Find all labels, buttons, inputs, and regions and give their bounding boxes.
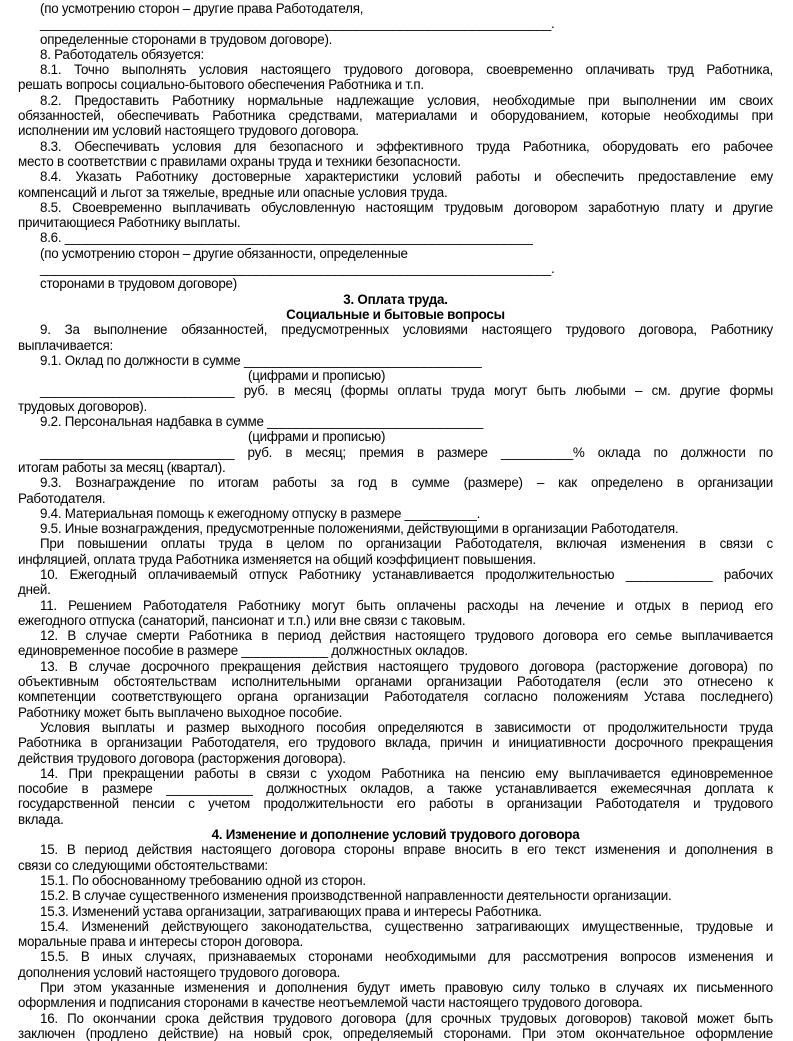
text-line: 8.1. Точно выполнять условия настоящего трудового договора, своевременно оплачивать труд Работника, [40,62,773,78]
fill-in-blank-line: 9.2. Персональная надбавка в сумме ______________________________ [40,414,484,430]
text-line: выплачивается: [18,337,113,353]
text-line: ежегодного отпуска (санаторий, пансионат и т.п.) или вне связи с таковым. [18,612,466,628]
fill-in-blank-line: 9.4. Материальная помощь к ежегодному отпуску в размере __________. [40,505,481,521]
fill-in-blank-line: ___________________________ руб. в месяц (формы оплаты труда могут быть любыми – см. другие формы [40,383,773,399]
text-line: 15.5. В иных случаях, признаваемых сторонами необходимыми для рассмотрения вопросов изменения и [40,949,773,965]
text-line: 8.4. Указать Работнику достоверные характеристики условий работы и обеспечить предоставление ему [40,169,773,185]
text-line: 15.2. В случае существенного изменения производственной направленности деятельности организации. [40,888,672,904]
text-line: Условия выплаты и размер выходного пособия определяются в зависимости от продолжительности труда [40,719,773,735]
text-line: место в соответствии с правилами охраны труда и техники безопасности. [18,153,461,169]
text-line: итогам работы за месяц (квартал). [18,459,226,475]
text-line: При этом указанные изменения и дополнения будут иметь правовую силу только в случаях их письменного [40,980,773,995]
fill-in-blank-line: пособие в размере ____________ должностных окладов, а также устанавливается ежемесячная доплата к [18,781,773,797]
text-line: моральные права и интересы сторон договора. [18,934,303,950]
text-line: вклада. [18,811,64,827]
text-line: дней. [18,582,51,598]
text-line: 15.4. Изменений действующего законодательства, существенно затрагивающих имущественные, трудовые и [40,918,773,934]
text-line: (по усмотрению сторон – другие права Работодателя, [40,1,364,16]
text-line: Работнику может быть выплачено выходное пособие. [18,704,343,720]
text-line: 15.3. Изменений устава организации, затрагивающих права и интересы Работника. [40,903,542,919]
text-line: 12. В случае смерти Работника в период действия настоящего трудового договора его семье выплачивается [40,628,773,644]
text-line: причитающиеся Работнику выплаты. [18,215,241,231]
text-line: компетенции соответствующего органа организации Работодателя согласно положениям Устава последнего) [18,689,773,705]
text-line: 15. В период действия настоящего договора стороны вправе вносить в его текст изменения и дополнения в [40,842,773,858]
text-line: 9. За выполнение обязанностей, предусмотренных условиями настоящего трудового договора, Работнику [40,322,773,338]
text-line: сторонами в трудовом договоре) [40,276,237,292]
text-line: 15.1. По обоснованному требованию одной из сторон. [40,872,366,888]
text-line: заключен (продлено действие) на новый срок, определяемый сторонами. При этом окончательное оформление [18,1025,773,1041]
field-hint: (цифрами и прописью) [248,368,386,384]
fill-in-blank-line: 9.1. Оклад по должности в сумме _________________________________ [40,352,482,368]
text-line: связи со следующими обстоятельствами: [18,857,268,873]
section-heading: 3. Оплата труда. [343,291,448,307]
fill-in-blank-line: 8.6. _________________________________________________________________ [40,230,533,246]
text-line: 16. По окончании срока действия трудового договора (для срочных трудовых договоров) таковой может быть [40,1010,773,1026]
text-line: 9.3. Вознаграждение по итогам работы за год в сумме (размере) – как определено в организации [40,475,773,491]
text-line: 11. Решением Работодателя Работнику могут быть оплачены расходы на лечение и отдых в период его [40,597,773,613]
fill-in-blank-line: _______________________________________________________________________. [40,16,555,32]
fill-in-blank-line: _______________________________________________________________________. [40,261,555,277]
text-line: решать вопросы социально-бытового обеспечения Работника и т.п. [18,77,424,93]
section-heading: Социальные и бытовые вопросы [286,306,505,322]
fill-in-blank-line: ___________________________ руб. в месяц; премия в размере __________% оклада по должности по [40,444,773,460]
text-line: Работника в организации Работодателя, его трудового вклада, причин и инициативности досрочного прекращения [18,735,773,751]
text-line: 8.2. Предоставить Работнику нормальные надлежащие условия, необходимые при выполнении им своих [40,92,773,108]
text-line: государственной пенсии с учетом продолжительности его работы в организации Работодателя и трудового [18,796,773,812]
text-line: (по усмотрению сторон – другие обязанности, определенные [40,245,408,261]
field-hint: (цифрами и прописью) [248,429,386,445]
fill-in-blank-line: единовременное пособие в размере ____________ должностных окладов. [18,643,468,659]
text-line: 13. В случае досрочного прекращения действия настоящего трудового договора (расторжение договора) по [40,658,773,674]
section-heading: 4. Изменение и дополнение условий трудового договора [211,827,580,843]
text-line: 9.5. Иные вознаграждения, предусмотренные положениями, действующими в организации Работодателя. [40,521,679,537]
text-line: исполнении им условий настоящего трудового договора. [18,123,359,139]
text-line: объективным обстоятельствам исполнительными органами организации Работодателя (если это отнесено к [18,674,773,690]
text-line: При повышении оплаты труда в целом по организации Работодателя, включая изменения в связи с [40,536,773,552]
text-line: 8.3. Обеспечивать условия для безопасного и эффективного труда Работника, оборудовать его рабочее [40,138,773,154]
text-line: обязанностей, обеспечивать Работника средствами, материалами и оборудованием, которые необходимы при [18,108,773,124]
text-line: Работодателя. [18,490,106,506]
text-line: дополнения условий настоящего трудового договора. [18,964,341,980]
text-line: трудовых договоров). [18,398,147,414]
text-line: определенные сторонами в трудовом договоре). [40,31,333,47]
fill-in-blank-line: 10. Ежегодный оплачиваемый отпуск Работнику устанавливается продолжительностью ____________ рабочих [40,566,773,582]
text-line: 8. Работодатель обязуется: [40,46,204,62]
text-line: 14. При прекращении работы в связи с уходом Работника на пенсию ему выплачивается единовременное [40,765,773,781]
text-line: инфляцией, оплата труда Работника изменяется на общий коэффициент повышения. [18,551,536,567]
text-line: компенсаций и льгот за тяжелые, вредные или опасные условия труда. [18,184,448,200]
text-line: оформления и подписания сторонами в качестве неотъемлемой части настоящего трудового договора. [18,995,643,1011]
text-line: действия трудового договора (расторжения договора). [18,750,346,766]
text-line: 8.5. Своевременно выплачивать обусловленную настоящим трудовым договором заработную плату и другие [40,199,773,215]
